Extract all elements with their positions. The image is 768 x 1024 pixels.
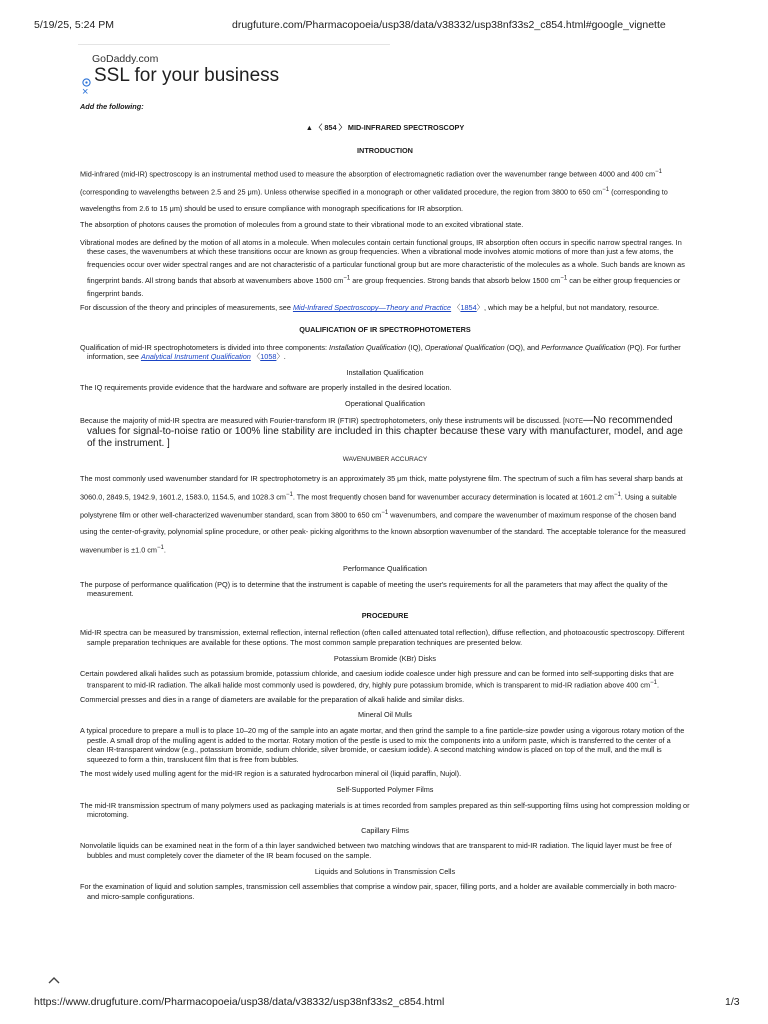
bracket: 〉 (276, 352, 284, 362)
text: Installation Qualification (329, 342, 407, 352)
intro-paragraph-1 (80, 164, 690, 233)
text: (PQ). For further information, see (87, 342, 681, 362)
text: group frequencies. Strong bands that absorb below 1500 cm (364, 275, 561, 285)
kbr-paragraph-2: Commercial presses and dies in a range of diameters are available for the preparation of alkali halide and similar disks. (80, 694, 465, 704)
superscript: −1 (602, 187, 610, 194)
text: are (352, 275, 363, 285)
subsection-title-oq: Operational Qualification (345, 398, 425, 408)
ad-brand[interactable]: GoDaddy.com (92, 53, 159, 65)
superscript: −1 (613, 491, 621, 498)
subsection-title-iq: Installation Qualification (346, 367, 424, 377)
text: Mid-infrared (mid-IR) spectroscopy is an instrumental method used to measure the absorption of electromagnetic radiation over the wavenumber range between (80, 169, 597, 179)
text: . The most frequently chosen band for wavenumber accuracy (292, 492, 491, 502)
section-title-introduction: INTRODUCTION (357, 146, 413, 156)
mull-paragraph-1: A typical procedure to prepare a mull is to place 10–20 mg of the sample into an agate mortar, and then grind the sample to a fine particle-size powder using a vigorous rotary motion of the pestle. A small drop of the mulling agent is added to the mortar. Rotary motion of the pestle is used to mix the components into a uniform paste, which is transferred to the center of a clean IR-transparent window (e.g., potassium bromide, sodium chloride, silver bromide, or caesium iodide). A second matching window is placed on top of the mull, and the mull is squeezed to form a thin, translucent film that is free from bubbles. (80, 725, 685, 764)
text: Performance Qualification (541, 342, 626, 352)
chapter-1058-link[interactable]: 1058 (260, 352, 277, 362)
text: (OQ), and (506, 342, 540, 352)
browser-print-header (0, 0, 768, 40)
intro-paragraph-3 (80, 303, 690, 313)
text: The absorption of photons causes the promotion of molecules from a ground state to their vibrational mode to an excited vibrational state. (80, 219, 524, 229)
superscript: −1 (650, 679, 657, 686)
footer-url: https://www.drugfuture.com/Pharmacopoeia/usp38/data/v38332/usp38nf33s2_c854.html (34, 996, 445, 1008)
document-body (80, 102, 690, 906)
capillary-paragraph: Nonvolatile liquids can be examined neat in the form of a thin layer sandwiched between two matching windows that are transparent to mid-IR radiation. The liquid layer must be free of bubbles and must completely cover the diameter of the IR beam focused on the sample. (80, 841, 672, 860)
text: can be either group frequencies or fingerprint bands. (87, 275, 681, 298)
text: (corresponding to wavelengths from 2.6 to 15 μm) should be used to ensure compliance with monograph specifications for IR absorption. (80, 187, 668, 213)
add-following-label: Add the following: (80, 102, 144, 111)
subsection-title-wavenumber: WAVENUMBER ACCURACY (342, 456, 428, 464)
print-url: drugfuture.com/Pharmacopoeia/usp38/data/v38332/usp38nf33s2_c854.html#google_vignette (232, 19, 666, 31)
kbr-paragraph-1: Certain powdered alkali halides such as potassium bromide, potassium chloride, and caesium iodide coalesce under high pressure and can be formed into self-supporting disks that are transparent to mid-IR radiation. The alkali halide most commonly used is powdered, dry, highly pure potassium bromide, which is transparent to mid-IR radiation above 400 $cm^{-1}$. (80, 669, 674, 690)
procedure-paragraph: Mid-IR spectra can be measured by transmission, external reflection, internal reflection (often called attenuated total reflection), diffuse reflection, and photoacoustic spectroscopy. Different sample preparation techniques are available for these options. The most common sample preparation techniques are presented below. (80, 628, 685, 647)
text: wavenumbers, and compare the wavenumber of maximum response of the chosen band using the center-of-gravity, polynomial spline procedure, or other peak- (80, 510, 677, 536)
subsection-title-pq: Performance Qualification (343, 564, 427, 574)
ad-top-rule (78, 44, 390, 45)
superscript: −1 (343, 275, 351, 282)
text: determination is located at 1601.2 cm (492, 492, 614, 502)
browser-print-footer (0, 996, 768, 1024)
print-datetime: 5/19/25, 5:24 PM (34, 19, 114, 31)
wavenumber-paragraph: The most commonly used wavenumber standard for IR spectrophotometry is an approximately 35 μm thick, matte polystyrene film. The spectrum of such a film has several sharp bands at 3060.0, 2849.5, 1942.9, 1601.2, 1583.0, 1154.5, and 1028.3 $cm^{-1}$. The most frequently chosen band for wavenumber accuracy determination is located at 1601.2 $cm^{-1}$. Using a suitable polystyrene film or other well-characterized wavenumber standard, scan from 3800 to 650 $cm^{-1}$ wavenumbers, and compare the wavenumber of maximum response of the chosen band using the center-of-gravity, polynomial spline procedure, or other peak- picking algorithms to the known absorption wavenumber of the standard. The acceptable tolerance for the measured wavenumber is ±1.0 $cm^{-1}$. (80, 473, 686, 555)
subsection-title-polymer: Self-Supported Polymer Films (336, 784, 434, 794)
subsection-title-mulls: Mineral Oil Mulls (358, 710, 412, 720)
ad-banner[interactable] (78, 44, 548, 100)
instrument-qualification-link[interactable]: Analytical Instrument Qualification (140, 352, 251, 362)
bracket: 〉 (476, 303, 484, 313)
text: (IQ), (408, 342, 423, 352)
chapter-title (80, 123, 690, 133)
section-title-qualification: QUALIFICATION OF IR SPECTROPHOTOMETERS (299, 325, 471, 334)
theory-practice-link[interactable]: Mid-Infrared Spectroscopy—Theory and Practice (292, 303, 452, 313)
pq-paragraph: The purpose of performance qualification (PQ) is to determine that the instrument is capable of meeting the user's requirements for all the parameters that may affect the quality of the measurement. (80, 579, 668, 599)
iq-paragraph: The IQ requirements provide evidence that the hardware and software are properly installed in the desired location. (80, 383, 452, 393)
oq-paragraph (80, 415, 690, 450)
text: Vibrational modes are defined by the motion of all atoms in a molecule. When molecules contain certain functional groups, IR absorption often occurs in specific narrow spectral ranges. In these cases, the wavenumbers at which these transitions occur are known as group frequencies. When a vibrational mode involves atomic motions of more than just a few atoms, the frequencies occur over wider spectral ranges and are not characteristic of a particular functional group but are (80, 237, 682, 269)
text: Certain powdered alkali halides such as potassium bromide, potassium chloride, and caesium iodide coalesce under high pressure and can be formed into self-supporting disks that are transparent to mid-IR radiation. The alkali halide most commonly used is powdered, dry, highly pure potassium bromide, which is (80, 669, 674, 690)
qual-paragraph: Qualification of mid-IR spectrophotometers is divided into three components: Installation Qualification (IQ), Operational Qualification (OQ), and Performance Qualification (PQ). For further information, see Analytical Instrument Qualification 〈1058〉. (80, 342, 681, 362)
text: , which may be a helpful, but not mandatory, resource. (483, 303, 660, 313)
chapter-bracket-close: 〉 (338, 122, 346, 132)
subsection-title-liquids: Liquids and Solutions in Transmission Cells (314, 866, 456, 876)
ad-close-icon[interactable]: × (82, 86, 89, 98)
superscript: −1 (560, 275, 568, 282)
text: —No recommended values for signal-to-noise ratio or 100% line stability are included in this chapter because these vary with manufacturer, model, and age of the instrument. ] (87, 414, 683, 449)
text: . Using a suitable polystyrene film or other well-characterized wavenumber standard, scan from 3800 to 650 cm (80, 492, 677, 520)
text: Because the majority of mid-IR spectra are measured with Fourier-transform IR (FTIR) spectrophotometers, only these instruments will be discussed. [ (80, 415, 566, 425)
text: transparent to mid-IR radiation above 400 cm (503, 680, 651, 690)
text: 4000 and 400 cm (598, 169, 656, 179)
text: Qualification of mid-IR spectrophotometers is divided into three components: (80, 342, 328, 352)
bracket: 〈 (453, 303, 461, 313)
superscript: −1 (157, 544, 164, 551)
text: (corresponding to wavelengths between 2.5 and 25 μm). Unless otherwise specified in a monograph or other validated procedure, the region (80, 187, 534, 197)
text: several sharp bands at 3060.0, 2849.5, 1942.9, 1601.2, 1583.0, 1154.5, and 1028.3 cm (80, 473, 683, 502)
text: picking algorithms to the known absorption wavenumber of the standard. The acceptable tolerance for the measured wavenumber is ±1.0 cm (80, 526, 686, 555)
section-title-procedure: PROCEDURE (361, 610, 409, 620)
mull-paragraph-2: The most widely used mulling agent for the mid-IR region is a saturated hydrocarbon mineral oil (liquid paraffin, Nujol). (80, 769, 462, 779)
superscript: −1 (655, 168, 662, 175)
note-label: NOTE (565, 417, 584, 425)
text: more characteristic of the molecules as a whole. Such bands are known as fingerprint bands. All strong bands that absorb at wavenumbers above 1500 cm (87, 259, 685, 285)
liquids-paragraph: For the examination of liquid and solution samples, transmission cell assemblies that comprise a window pair, spacer, filling ports, and a holder are available commercially in both macro- and micro-sample configurations. (80, 882, 677, 901)
chapter-marker-icon: ▲ (305, 122, 313, 132)
text: Operational Qualification (424, 342, 505, 352)
subsection-title-kbr: Potassium Bromide (KBr) Disks (333, 653, 437, 663)
chapter-number: 854 (324, 122, 337, 132)
superscript: −1 (381, 510, 389, 517)
chapter-name: MID-INFRARED SPECTROSCOPY (347, 122, 465, 132)
subsection-title-capillary: Capillary Films (361, 825, 409, 835)
text: For discussion of the theory and principles of measurements, see (80, 303, 291, 313)
ad-headline[interactable]: SSL for your business (94, 65, 280, 86)
scroll-up-icon[interactable] (48, 972, 60, 987)
intro-paragraph-2 (80, 238, 690, 299)
polymer-paragraph: The mid-IR transmission spectrum of many polymers used as packaging materials is at times recorded from samples prepared as thin self-supporting films using hot compression molding or microtoming. (80, 800, 690, 820)
bracket: 〈 (252, 352, 261, 362)
chapter-bracket-open: 〈 (315, 122, 323, 132)
text: from 3800 to 650 cm (535, 187, 603, 197)
superscript: −1 (285, 491, 293, 498)
chapter-1854-link[interactable]: 1854 (460, 303, 477, 313)
page-number: 1/3 (725, 996, 740, 1008)
text: The most commonly used wavenumber standard for IR spectrophotometry is an approximately 35 μm thick, matte polystyrene film. The spectrum of such a film has (80, 473, 607, 483)
